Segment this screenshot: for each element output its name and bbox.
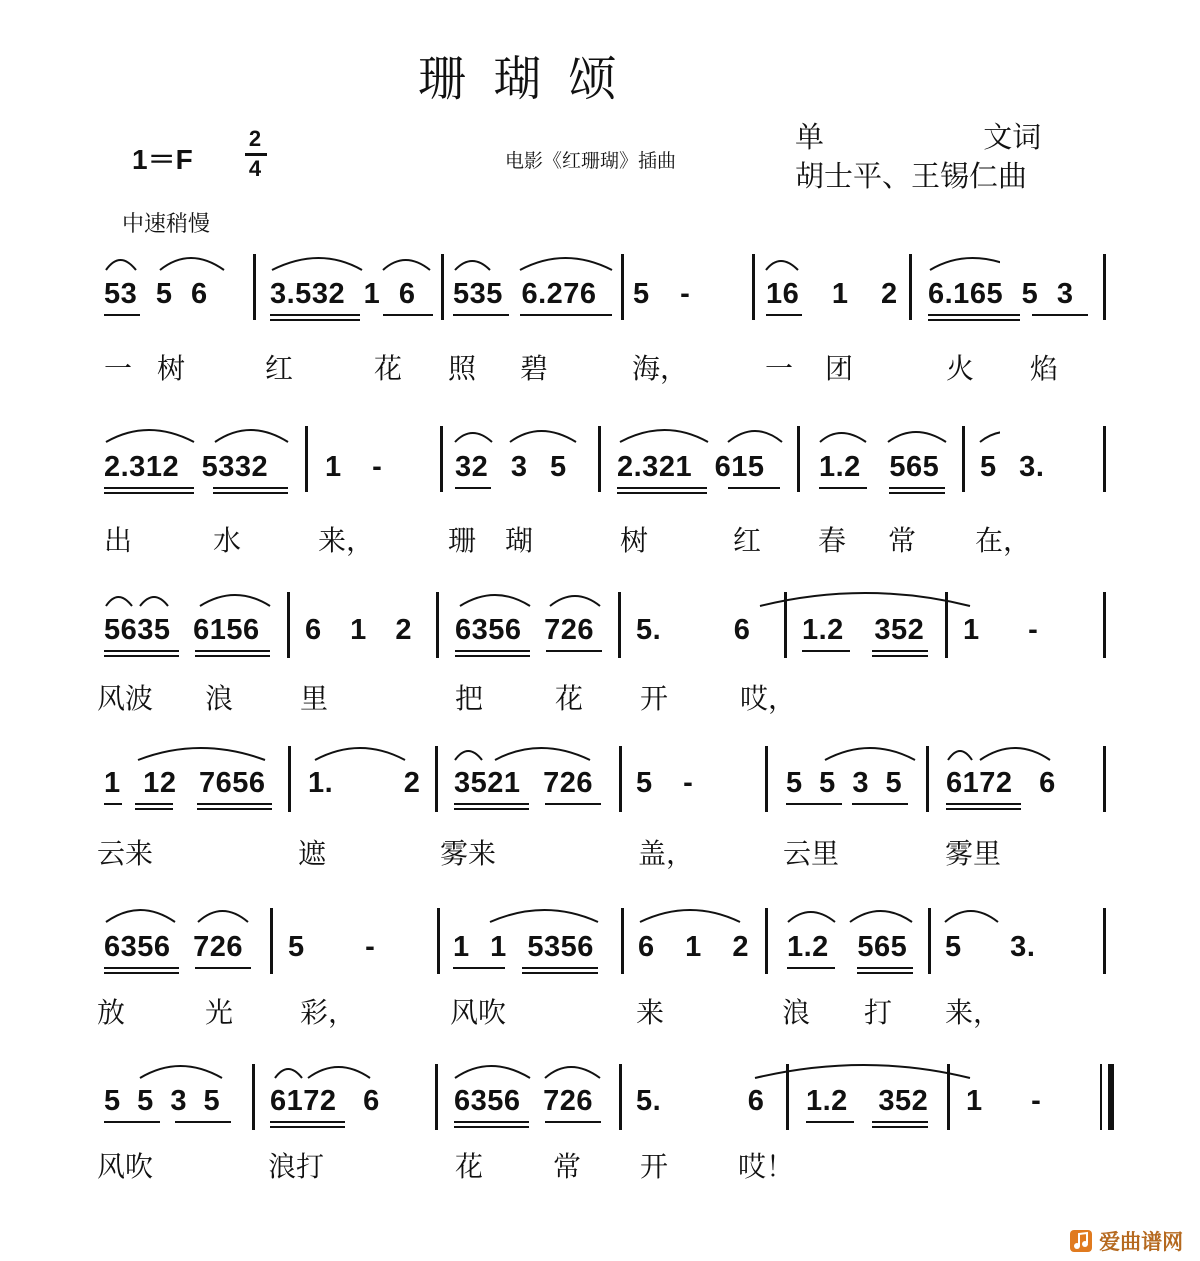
underline bbox=[522, 967, 598, 969]
lyric-syllable: 焰 bbox=[1030, 352, 1059, 385]
time-signature-denominator: 4 bbox=[248, 156, 262, 181]
underline bbox=[454, 1126, 529, 1128]
measure: 3521 726 bbox=[454, 767, 593, 799]
measure: 16 1 2 bbox=[766, 278, 898, 310]
underline bbox=[104, 492, 194, 494]
lyric-syllable: 云来 bbox=[97, 837, 154, 870]
underline bbox=[872, 1121, 928, 1123]
underline bbox=[270, 1121, 345, 1123]
lyric-syllable: 树 bbox=[620, 524, 649, 557]
underline bbox=[454, 1121, 529, 1123]
lyric-syllable: 树 bbox=[157, 352, 186, 385]
underline bbox=[197, 803, 272, 805]
lyric-syllable: 雾里 bbox=[945, 837, 1002, 870]
underline bbox=[104, 650, 179, 652]
measure: 6172 6 bbox=[270, 1085, 380, 1117]
lyric-syllable: 花 bbox=[455, 1150, 484, 1183]
underline bbox=[806, 1121, 854, 1123]
lyric-syllable: 花 bbox=[374, 352, 403, 385]
measure: 1 12 7656 bbox=[104, 767, 266, 799]
lyric-syllable: 常 bbox=[553, 1150, 582, 1183]
lyric-syllable: 浪 bbox=[205, 682, 234, 715]
measure: 32 3 5 bbox=[455, 451, 567, 483]
underline bbox=[453, 967, 505, 969]
measure: 1. 2 bbox=[308, 767, 421, 799]
underline bbox=[889, 492, 945, 494]
underline bbox=[1032, 314, 1088, 316]
lyric-syllable: 团 bbox=[825, 352, 854, 385]
underline bbox=[175, 1121, 231, 1123]
final-barline-thin bbox=[1100, 1064, 1102, 1130]
underline bbox=[520, 314, 612, 316]
lyricist-credit: 单 文词 bbox=[795, 120, 1042, 154]
measure: 5 - bbox=[633, 278, 691, 310]
measure: 6 1 2 bbox=[305, 614, 412, 646]
underline bbox=[786, 803, 842, 805]
underline bbox=[104, 655, 179, 657]
measure: 2.321 615 bbox=[617, 451, 765, 483]
underline bbox=[872, 1126, 928, 1128]
underline bbox=[104, 487, 194, 489]
lyric-syllable: 来 bbox=[636, 996, 665, 1029]
measure: 1.2 352 bbox=[802, 614, 925, 646]
lyric-syllable: 红 bbox=[733, 524, 762, 557]
underline bbox=[270, 319, 360, 321]
lyric-syllable: 开 bbox=[640, 1150, 669, 1183]
key-signature: 1＝F bbox=[132, 144, 193, 175]
measure: 1 - bbox=[966, 1085, 1042, 1117]
underline bbox=[946, 808, 1021, 810]
music-note-icon bbox=[1070, 1228, 1094, 1254]
lyric-syllable: 盖， bbox=[638, 837, 695, 870]
lyric-syllable: 珊 bbox=[448, 524, 477, 557]
underline bbox=[454, 808, 529, 810]
measure: 1 - bbox=[325, 451, 383, 483]
lyric-syllable: 风吹 bbox=[97, 1150, 154, 1183]
lyric-syllable: 来， bbox=[945, 996, 1002, 1029]
watermark bbox=[1070, 1226, 1183, 1256]
lyric-syllable: 海， bbox=[632, 352, 689, 385]
measure: 6.165 5 3 bbox=[928, 278, 1074, 310]
underline bbox=[270, 1126, 345, 1128]
underline bbox=[135, 803, 173, 805]
measure: 3.532 1 6 bbox=[270, 278, 416, 310]
underline bbox=[522, 972, 598, 974]
lyric-syllable: 碧 bbox=[520, 352, 549, 385]
underline bbox=[545, 803, 601, 805]
underline bbox=[213, 487, 288, 489]
time-signature-numerator: 2 bbox=[248, 126, 262, 151]
lyric-syllable: 水 bbox=[213, 524, 242, 557]
underline bbox=[195, 967, 251, 969]
lyric-syllable: 打 bbox=[864, 996, 893, 1029]
tempo-marking: 中速稍慢 bbox=[122, 212, 211, 237]
measure: 6172 6 bbox=[946, 767, 1056, 799]
underline bbox=[617, 492, 707, 494]
barline bbox=[1103, 908, 1106, 974]
final-barline-thick bbox=[1108, 1064, 1114, 1130]
underline bbox=[104, 972, 179, 974]
slur bbox=[100, 582, 1000, 612]
lyric-syllable: 来， bbox=[318, 524, 375, 557]
lyric-syllable: 出 bbox=[104, 524, 133, 557]
measure: 6356 726 bbox=[454, 1085, 593, 1117]
lyric-syllable: 在， bbox=[975, 524, 1032, 557]
measure: 2.312 5332 bbox=[104, 451, 269, 483]
slur bbox=[100, 736, 1060, 766]
measure: 5 5 3 5 bbox=[104, 1085, 221, 1117]
underline bbox=[545, 1121, 601, 1123]
measure: 5 3. bbox=[945, 931, 1036, 963]
lyric-syllable: 光 bbox=[205, 996, 234, 1029]
slur bbox=[100, 1054, 1020, 1084]
underline bbox=[213, 492, 288, 494]
underline bbox=[195, 650, 270, 652]
measure: 5 3. bbox=[980, 451, 1045, 483]
underline bbox=[857, 967, 913, 969]
underline bbox=[857, 972, 913, 974]
underline bbox=[946, 803, 1021, 805]
underline bbox=[928, 319, 1020, 321]
underline bbox=[104, 803, 122, 805]
measure: 5. 6 bbox=[636, 614, 751, 646]
lyric-syllable: 花 bbox=[555, 682, 584, 715]
lyric-syllable: 把 bbox=[455, 682, 484, 715]
lyric-syllable: 一 bbox=[104, 352, 133, 385]
underline bbox=[197, 808, 272, 810]
lyric-syllable: 彩， bbox=[300, 996, 357, 1029]
measure: 6356 726 bbox=[455, 614, 594, 646]
underline bbox=[872, 650, 928, 652]
underline bbox=[135, 808, 173, 810]
measure: 5 - bbox=[636, 767, 694, 799]
lyric-syllable: 春 bbox=[818, 524, 847, 557]
lyric-syllable: 瑚 bbox=[505, 524, 534, 557]
underline bbox=[453, 314, 509, 316]
lyric-syllable: 浪打 bbox=[268, 1150, 325, 1183]
song-source: 电影《红珊瑚》插曲 bbox=[505, 150, 677, 172]
measure: 6 1 2 bbox=[638, 931, 749, 963]
measure: 1 1 5356 bbox=[453, 931, 594, 963]
lyric-syllable: 常 bbox=[888, 524, 917, 557]
underline bbox=[617, 487, 707, 489]
underline bbox=[872, 655, 928, 657]
lyric-syllable: 风波 bbox=[97, 682, 154, 715]
watermark-text: 爱曲谱网 bbox=[1099, 1230, 1184, 1254]
underline bbox=[195, 655, 270, 657]
underline bbox=[787, 967, 835, 969]
measure: 6356 726 bbox=[104, 931, 243, 963]
underline bbox=[455, 487, 491, 489]
measure: 1.2 565 bbox=[819, 451, 940, 483]
barline bbox=[1103, 746, 1106, 812]
barline bbox=[1103, 426, 1106, 492]
lyric-syllable: 里 bbox=[300, 682, 329, 715]
song-title: 珊 瑚 颂 bbox=[418, 51, 623, 107]
lyric-syllable: 照 bbox=[448, 352, 477, 385]
slur bbox=[100, 246, 1000, 276]
underline bbox=[928, 314, 1020, 316]
underline bbox=[546, 650, 602, 652]
composer-credit: 胡士平、王锡仁曲 bbox=[795, 159, 1028, 193]
measure: 53 5 6 bbox=[104, 278, 208, 310]
underline bbox=[104, 967, 179, 969]
underline bbox=[802, 650, 850, 652]
lyric-syllable: 云里 bbox=[783, 837, 840, 870]
lyric-syllable: 哎， bbox=[740, 682, 797, 715]
underline bbox=[455, 655, 530, 657]
slur bbox=[100, 898, 1020, 928]
lyric-syllable: 一 bbox=[765, 352, 794, 385]
underline bbox=[104, 314, 140, 316]
lyric-syllable: 遮 bbox=[298, 837, 327, 870]
lyric-syllable: 火 bbox=[946, 352, 975, 385]
underline bbox=[766, 314, 802, 316]
underline bbox=[454, 803, 529, 805]
measure: 535 6.276 bbox=[453, 278, 597, 310]
underline bbox=[455, 650, 530, 652]
underline bbox=[383, 314, 433, 316]
measure: 5635 6156 bbox=[104, 614, 260, 646]
slur bbox=[100, 418, 1000, 448]
underline bbox=[270, 314, 360, 316]
measure: 1 - bbox=[963, 614, 1039, 646]
lyric-syllable: 雾来 bbox=[440, 837, 497, 870]
measure: 5 5 3 5 bbox=[786, 767, 903, 799]
lyric-syllable: 红 bbox=[265, 352, 294, 385]
lyric-syllable: 放 bbox=[97, 996, 126, 1029]
measure: 5. 6 bbox=[636, 1085, 765, 1117]
lyric-syllable: 风吹 bbox=[450, 996, 507, 1029]
barline bbox=[1103, 592, 1106, 658]
lyric-syllable: 哎！ bbox=[738, 1150, 795, 1183]
underline bbox=[819, 487, 867, 489]
barline bbox=[1103, 254, 1106, 320]
underline bbox=[852, 803, 908, 805]
underline bbox=[104, 1121, 160, 1123]
underline bbox=[728, 487, 780, 489]
measure: 1.2 352 bbox=[806, 1085, 929, 1117]
measure: 1.2 565 bbox=[787, 931, 908, 963]
lyric-syllable: 开 bbox=[640, 682, 669, 715]
underline bbox=[889, 487, 945, 489]
lyric-syllable: 浪 bbox=[782, 996, 811, 1029]
measure: 5 - bbox=[288, 931, 376, 963]
